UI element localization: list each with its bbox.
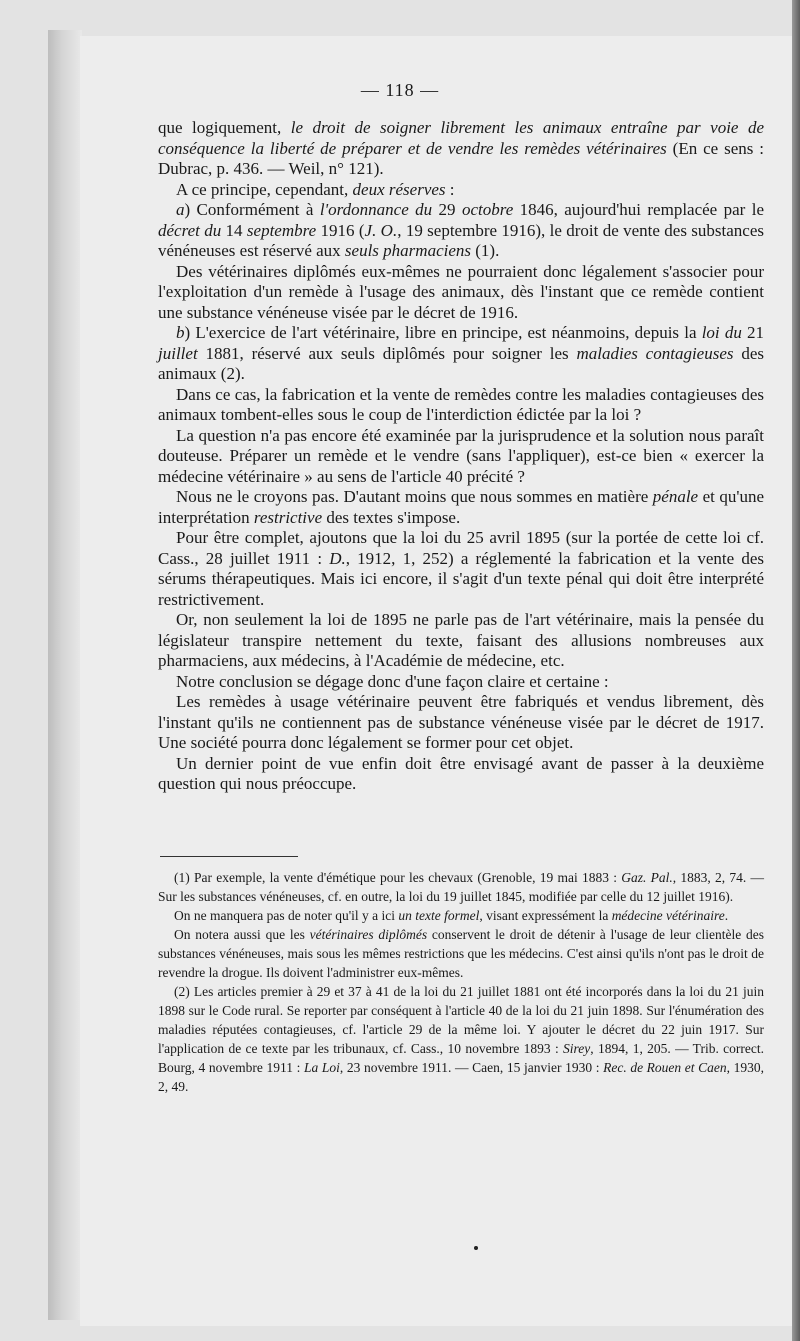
text-run: 29	[432, 200, 462, 219]
text-run: On ne manquera pas de noter qu'il y a ici	[174, 908, 399, 923]
italic-text: vétérinaires diplômés	[309, 927, 428, 942]
paragraph	[158, 610, 764, 672]
text-run: , 23 novembre 1911. — Caen, 15 janvier 1930 :	[339, 1060, 604, 1075]
page-edge-shadow	[792, 0, 800, 1341]
italic-text: septembre	[246, 220, 317, 240]
italic-text: Sirey	[563, 1041, 591, 1056]
text-run: On notera aussi que les	[174, 927, 310, 942]
paragraph	[158, 180, 764, 201]
text-run: Un dernier point de vue enfin doit être envisagé avant de passer à la deuxième question qui nous préoccupe.	[158, 753, 764, 793]
text-run: , 1930, 2, 49.	[158, 1060, 765, 1094]
text-run: des animaux (2).	[158, 343, 764, 383]
text-run: Pour être complet, ajoutons que la loi du 25 avril 1895 (sur la portée de cette loi cf. Cass., 28 juillet 1911 :	[158, 528, 764, 568]
paragraph	[158, 262, 764, 324]
text-run: , visant expressément la	[479, 908, 612, 923]
italic-text: La Loi	[303, 1060, 340, 1075]
paragraph	[158, 426, 764, 488]
text-run: La question n'a pas encore été examinée par la jurisprudence et la solution nous paraît douteuse. Préparer un remède et le vendre (sans l'appliquer), est-ce bien « exercer la médecine vétérinaire » au sens de l'article 40 précité ?	[158, 425, 764, 486]
book-gutter-shadow	[48, 30, 82, 1320]
text-run: A ce principe, cependant,	[176, 179, 353, 199]
text-run: (2) Les articles premier à 29 et 37 à 41 de la loi du 21 juillet 1881 ont été incorporés dans la loi du 21 juin 1898 sur le Code rural. Se reporter par conséquent à l'article 40 de la loi du 21 juin 1898. Sur l'énumération des maladies réputées contagieuses, cf. l'article 29 de la même loi. Y ajouter le décret du 22 juin 1917. Sur l'application de ce texte par les tribunaux, cf. Cass., 10 novembre 1893 :	[158, 984, 764, 1056]
paragraph	[158, 692, 764, 754]
text-run: , 19 septembre 1916), le droit de vente des substances vénéneuses est réservé aux	[158, 220, 765, 260]
paragraph	[158, 200, 764, 262]
text-run: 1916 (	[316, 220, 365, 240]
paragraph	[158, 487, 764, 528]
italic-text: loi du	[701, 323, 742, 342]
text-run: conservent le droit de détenir à l'usage de leur clientèle des substances vénéneuses, mais sous les mêmes restrictions que les médecins. C'est ainsi qu'ils n'ont pas le droit de revendre la drogue. Ils doivent l'administrer eux-mêmes.	[158, 927, 765, 980]
italic-text: un texte formel	[398, 908, 480, 923]
text-run: 1881, réservé aux seuls diplômés pour soigner les	[197, 343, 577, 363]
italic-text: le droit de soigner librement les animaux entraîne par voie de conséquence la liberté de préparer et de vendre les remèdes vétérinaires	[158, 118, 764, 158]
italic-text: médecine vétérinaire	[611, 908, 725, 923]
footnote	[158, 906, 764, 925]
text-run: ) L'exercice de l'art vétérinaire, libre en principe, est néanmoins, depuis la	[184, 323, 702, 342]
text-run: Or, non seulement la loi de 1895 ne parle pas de l'art vétérinaire, mais la pensée du législateur transpire nettement du texte, faisant des allusions nombreuses aux pharmaciens, aux médecins, à l'Académie de médecine, etc.	[158, 610, 764, 670]
text-run: (1).	[471, 241, 500, 260]
text-run: et qu'une interprétation	[158, 487, 764, 527]
text-run: Nous ne le croyons pas. D'autant moins que nous sommes en matière	[176, 487, 653, 506]
paragraph	[158, 754, 764, 795]
page-number: — 118 —	[360, 80, 440, 100]
italic-text: restrictive	[253, 507, 323, 527]
italic-text: l'ordonnance du	[319, 200, 433, 219]
italic-text: pénale	[652, 487, 699, 506]
text-run: , 1883, 2, 74. — Sur les substances vénéneuses, cf. en outre, la loi du 19 juillet 1845, modifiée par celle du 12 juillet 1916).	[158, 870, 765, 904]
italic-text: juillet	[158, 343, 198, 363]
text-run: :	[445, 179, 455, 199]
italic-text: décret du	[158, 220, 222, 240]
text-run: 14	[221, 220, 247, 240]
paragraph	[158, 528, 764, 610]
footnote	[158, 925, 764, 982]
paragraph	[158, 672, 764, 693]
italic-text: J. O.	[364, 220, 398, 240]
text-run: des textes s'impose.	[322, 507, 461, 527]
italic-text: seuls pharmaciens	[344, 241, 471, 260]
italic-text: deux réserves	[352, 179, 446, 199]
main-text	[158, 118, 764, 795]
text-run: Dans ce cas, la fabrication et la vente de remèdes contre les maladies contagieuses des animaux tombent-elles sous le coup de l'interdiction édictée par la loi ?	[158, 384, 764, 424]
italic-text: D.	[329, 548, 346, 568]
paragraph	[158, 385, 764, 426]
paragraph	[158, 323, 764, 385]
italic-text: Rec. de Rouen et Caen	[603, 1060, 727, 1075]
text-run: Les remèdes à usage vétérinaire peuvent être fabriqués et vendus librement, dès l'instant qu'ils ne contiennent pas de substance vénéneuse visée par le décret de 1917. Une société pourra donc légalement se former pour cet objet.	[158, 692, 764, 752]
paragraph	[158, 118, 764, 180]
italic-text: maladies contagieuses	[576, 343, 734, 363]
italic-text: a	[176, 200, 185, 219]
italic-text: octobre	[461, 200, 514, 219]
footnote-separator	[160, 856, 298, 857]
footnote	[158, 982, 764, 1096]
text-run: , 1894, 1, 205. — Trib. correct. Bourg, 4 novembre 1911 :	[158, 1041, 764, 1075]
italic-text: Gaz. Pal.	[621, 870, 673, 885]
text-run: ) Conformément à	[184, 200, 320, 219]
text-run: 1846, aujourd'hui remplacée par le	[513, 200, 764, 219]
text-run: que logiquement,	[158, 118, 291, 137]
text-run: (1) Par exemple, la vente d'émétique pour les chevaux (Grenoble, 19 mai 1883 :	[174, 870, 622, 885]
footnote	[158, 868, 764, 906]
italic-text: b	[176, 323, 185, 342]
text-run: 21	[741, 323, 765, 342]
text-run: Notre conclusion se dégage donc d'une façon claire et certaine :	[176, 671, 609, 691]
text-run: .	[724, 908, 729, 923]
text-run: , 1912, 1, 252) a réglementé la fabrication et la vente des sérums thérapeutiques. Mais ici encore, il s'agit d'un texte pénal qui doit être interprété restrictivement.	[158, 548, 764, 609]
ink-speck	[474, 1246, 478, 1250]
footnotes	[158, 868, 764, 1096]
text-run: (En ce sens : Dubrac, p. 436. — Weil, n° 121).	[158, 138, 765, 178]
text-run: Des vétérinaires diplômés eux-mêmes ne pourraient donc légalement s'associer pour l'exploitation d'un remède à l'usage des animaux, dès l'instant que ce remède contient une substance vénéneuse visée par le décret de 1916.	[158, 261, 764, 322]
